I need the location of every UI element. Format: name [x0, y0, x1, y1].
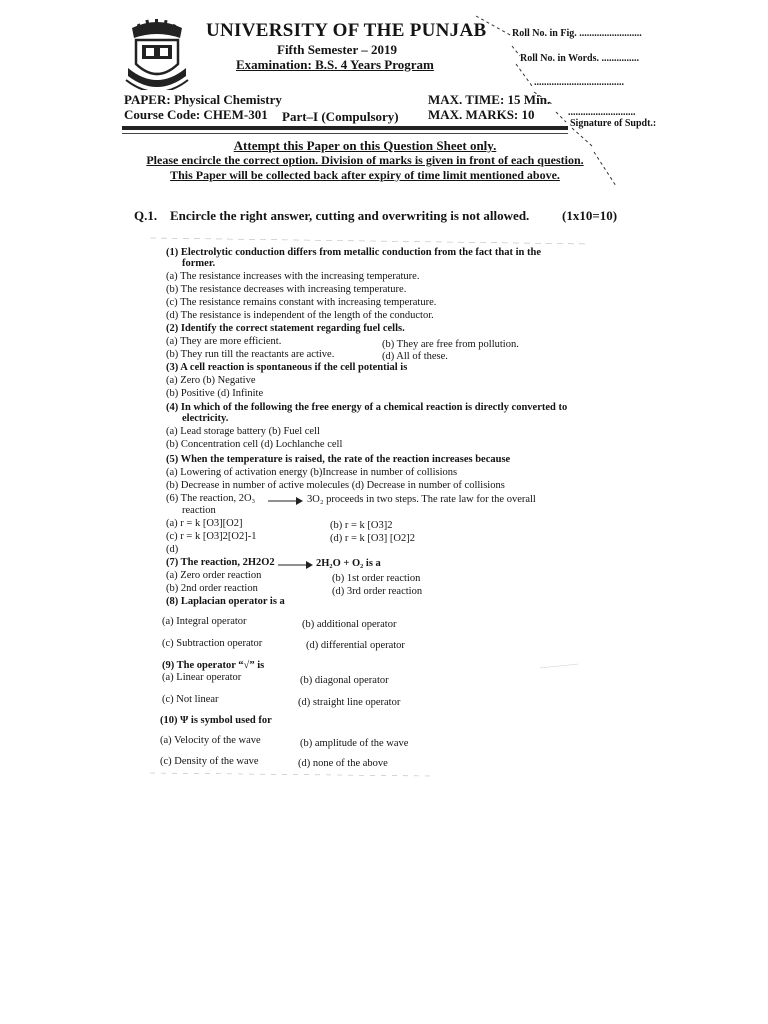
option-line[interactable]: (b) r = k [O3]2	[330, 520, 393, 531]
question-6-stem-end: reaction	[182, 505, 216, 516]
option-line[interactable]: (c) r = k [O3]2[O2]-1	[166, 531, 257, 542]
option-line[interactable]: (b) They are free from pollution.	[382, 339, 519, 350]
instruction-3: This Paper will be collected back after expiry of time limit mentioned above.	[170, 168, 560, 182]
option-line[interactable]: (b) diagonal operator	[300, 675, 389, 686]
option-line[interactable]: (b) Positive (d) Infinite	[166, 388, 264, 399]
option-line[interactable]: (d) none of the above	[298, 758, 388, 769]
supdt-signature-line[interactable]: ...........................	[568, 107, 636, 118]
option-line[interactable]: (c) The resistance remains constant with increasing temperature.	[166, 297, 437, 308]
option-line[interactable]: (a) Lead storage battery (b) Fuel cell	[166, 426, 320, 437]
option-line[interactable]: (c) Density of the wave	[160, 756, 259, 767]
question-4-stem: (4) In which of the following the free energy of a chemical reaction is directly converted to	[166, 402, 568, 413]
question-2-stem: (2) Identify the correct statement regarding fuel cells.	[166, 323, 405, 334]
question-number: Q.1.	[134, 208, 158, 223]
paper-title: PAPER: Physical Chemistry	[124, 92, 282, 107]
option-line[interactable]: (d) r = k [O3] [O2]2	[330, 533, 415, 544]
question-8-stem: (8) Laplacian operator is a	[166, 596, 285, 607]
question-1-stem: (1) Electrolytic conduction differs from metallic conduction from the fact that in the	[166, 247, 542, 258]
question-3-stem: (3) A cell reaction is spontaneous if the cell potential is	[166, 362, 408, 373]
option-line[interactable]: (a) Lowering of activation energy (b)Increase in number of collisions	[166, 467, 458, 478]
option-line[interactable]: (b) amplitude of the wave	[300, 738, 409, 749]
option-line[interactable]: (a) Linear operator	[162, 672, 242, 683]
question-6-stem-cont: 3O₂ proceeds in two steps. The rate law for the overall	[307, 494, 536, 505]
question-7-stem: (7) The reaction, 2H2O2	[166, 557, 275, 568]
option-line[interactable]: (a) Zero (b) Negative	[166, 375, 256, 386]
option-line[interactable]: (c) Subtraction operator	[162, 638, 263, 649]
option-line[interactable]: (a) Integral operator	[162, 616, 247, 627]
instruction-2: Please encircle the correct option. Division of marks is given in front of each question.	[146, 153, 584, 167]
option-line[interactable]: (b) 2nd order reaction	[166, 583, 258, 594]
option-line[interactable]: (b) The resistance decreases with increasing temperature.	[166, 284, 407, 295]
roll-no-fig-field[interactable]: Roll No. in Fig. .........................	[512, 28, 642, 39]
supdt-signature-label: Signature of Supdt.:	[570, 118, 657, 129]
roll-no-words-field[interactable]: Roll No. in Words. ...............	[520, 53, 639, 64]
option-line[interactable]: (d) The resistance is independent of the length of the conductor.	[166, 310, 434, 321]
option-line[interactable]: (d) All of these.	[382, 351, 448, 362]
examination-title: Examination: B.S. 4 Years Program	[236, 57, 434, 72]
option-line[interactable]: (d)	[166, 544, 179, 555]
option-line[interactable]: (d) straight line operator	[298, 697, 401, 708]
option-line[interactable]: (a) They are more efficient.	[166, 336, 282, 347]
question-marks: (1x10=10)	[562, 208, 618, 223]
question-instruction: Encircle the right answer, cutting and overwriting is not allowed.	[170, 208, 530, 223]
option-line[interactable]: (b) They run till the reactants are active.	[166, 349, 335, 360]
instruction-1: Attempt this Paper on this Question Sheet only.	[233, 138, 497, 153]
question-4-stem-cont: electricity.	[182, 413, 229, 424]
question-10-stem: (10) Ψ is symbol used for	[160, 715, 272, 726]
part-label: Part–I (Compulsory)	[282, 109, 399, 124]
option-line[interactable]: (b) 1st order reaction	[332, 573, 421, 584]
option-line[interactable]: (a) Velocity of the wave	[160, 735, 261, 746]
course-code: Course Code: CHEM-301	[124, 107, 268, 122]
max-marks: MAX. MARKS: 10	[428, 107, 535, 122]
option-line[interactable]: (a) Zero order reaction	[166, 570, 262, 581]
max-time: MAX. TIME: 15 Min.	[428, 92, 551, 107]
question-5-stem: (5) When the temperature is raised, the rate of the reaction increases because	[166, 454, 511, 465]
option-line[interactable]: (a) The resistance increases with the increasing temperature.	[166, 271, 420, 282]
question-7-stem-cont: 2H₂O + O₂ is a	[316, 558, 381, 569]
option-line[interactable]: (b) Decrease in number of active molecules (d) Decrease in number of collisions	[166, 480, 505, 491]
semester: Fifth Semester – 2019	[277, 42, 397, 57]
roll-no-blank-line[interactable]: ....................................	[534, 77, 624, 88]
option-line[interactable]: (c) Not linear	[162, 694, 219, 705]
option-line[interactable]: (d) 3rd order reaction	[332, 586, 423, 597]
option-line[interactable]: (d) differential operator	[306, 640, 405, 651]
question-9-stem: (9) The operator “√” is	[162, 660, 265, 671]
option-line[interactable]: (b) Concentration cell (d) Lochlanche cell	[166, 439, 343, 450]
question-1-stem-cont: former.	[182, 258, 216, 269]
option-line[interactable]: (a) r = k [O3][O2]	[166, 518, 243, 529]
question-6-stem: (6) The reaction, 2O₃	[166, 493, 256, 504]
university-title: UNIVERSITY OF THE PUNJAB	[206, 20, 487, 41]
option-line[interactable]: (b) additional operator	[302, 619, 397, 630]
